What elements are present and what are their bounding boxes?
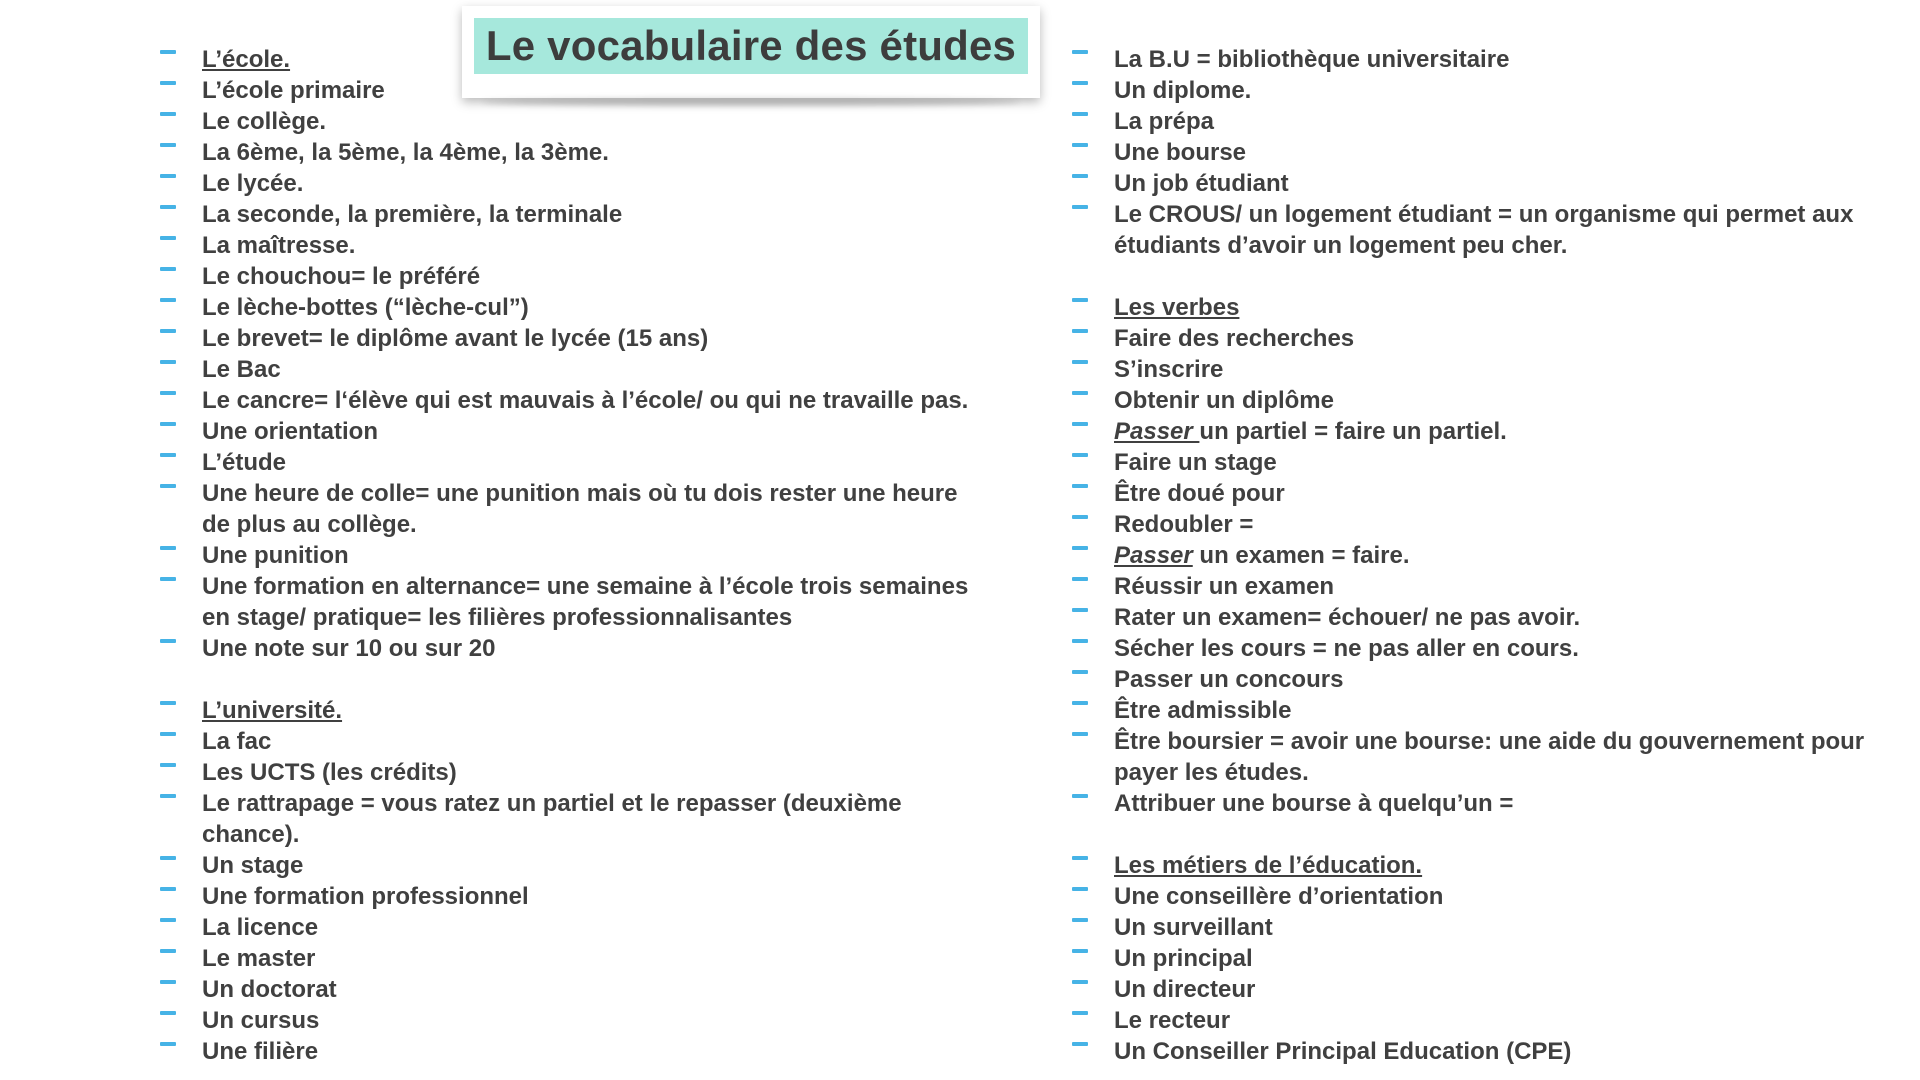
dash-bullet-icon (160, 546, 176, 550)
dash-bullet-icon (160, 50, 176, 54)
list-item: Le Bac (160, 354, 990, 385)
list-item: La 6ème, la 5ème, la 4ème, la 3ème. (160, 137, 990, 168)
list-item: Un cursus (160, 1005, 990, 1036)
list-item: Être doué pour (1072, 478, 1872, 509)
list-item: Passer un partiel = faire un partiel. (1072, 416, 1872, 447)
list-item: Un principal (1072, 943, 1872, 974)
dash-bullet-icon (160, 732, 176, 736)
dash-bullet-icon (160, 763, 176, 767)
dash-bullet-icon (1072, 329, 1088, 333)
list-heading-verbs: Les verbes (1072, 292, 1872, 323)
dash-bullet-icon (160, 980, 176, 984)
list-item: Faire un stage (1072, 447, 1872, 478)
list-item: L’étude (160, 447, 990, 478)
list-spacer (1072, 819, 1872, 850)
list-item: Une formation en alternance= une semaine à l’école trois semaines en stage/ pratique= les filières professionnalisantes (160, 571, 990, 633)
dash-bullet-icon (160, 143, 176, 147)
dash-bullet-icon (1072, 608, 1088, 612)
list-item: La prépa (1072, 106, 1872, 137)
dash-bullet-icon (1072, 143, 1088, 147)
dash-bullet-icon (160, 856, 176, 860)
list-item: S’inscrire (1072, 354, 1872, 385)
list-item: La seconde, la première, la terminale (160, 199, 990, 230)
dash-bullet-icon (160, 360, 176, 364)
dash-bullet-icon (1072, 701, 1088, 705)
dash-bullet-icon (1072, 174, 1088, 178)
list-item: Passer un examen = faire. (1072, 540, 1872, 571)
dash-bullet-icon (160, 453, 176, 457)
emphasized-word: Passer (1114, 418, 1200, 445)
dash-bullet-icon (1072, 50, 1088, 54)
dash-bullet-icon (160, 577, 176, 581)
dash-bullet-icon (1072, 515, 1088, 519)
list-heading-school: L’école. (160, 44, 990, 75)
list-item: Réussir un examen (1072, 571, 1872, 602)
dash-bullet-icon (1072, 856, 1088, 860)
list-item: La licence (160, 912, 990, 943)
list-item: Une filière (160, 1036, 990, 1067)
dash-bullet-icon (160, 484, 176, 488)
list-item: Être admissible (1072, 695, 1872, 726)
list-item: Le rattrapage = vous ratez un partiel et le repasser (deuxième chance). (160, 788, 990, 850)
list-heading-university: L’université. (160, 695, 990, 726)
list-heading-jobs: Les métiers de l’éducation. (1072, 850, 1872, 881)
list-item: La maîtresse. (160, 230, 990, 261)
dash-bullet-icon (1072, 205, 1088, 209)
dash-bullet-icon (1072, 298, 1088, 302)
dash-bullet-icon (1072, 484, 1088, 488)
dash-bullet-icon (1072, 453, 1088, 457)
list-item: Le chouchou= le préféré (160, 261, 990, 292)
dash-bullet-icon (160, 205, 176, 209)
dash-bullet-icon (160, 422, 176, 426)
dash-bullet-icon (1072, 360, 1088, 364)
list-item: Une note sur 10 ou sur 20 (160, 633, 990, 664)
list-item: Une punition (160, 540, 990, 571)
list-item: Un diplome. (1072, 75, 1872, 106)
list-item: Un doctorat (160, 974, 990, 1005)
dash-bullet-icon (160, 329, 176, 333)
dash-bullet-icon (160, 267, 176, 271)
left-column-list (160, 44, 990, 1067)
dash-bullet-icon (160, 701, 176, 705)
list-item: Le brevet= le diplôme avant le lycée (15 ans) (160, 323, 990, 354)
list-item: La B.U = bibliothèque universitaire (1072, 44, 1872, 75)
list-item: La fac (160, 726, 990, 757)
dash-bullet-icon (160, 1011, 176, 1015)
list-item: Redoubler = (1072, 509, 1872, 540)
dash-bullet-icon (1072, 577, 1088, 581)
list-item: Un job étudiant (1072, 168, 1872, 199)
dash-bullet-icon (160, 1042, 176, 1046)
page-title: Le vocabulaire des études (485, 22, 1017, 69)
dash-bullet-icon (1072, 980, 1088, 984)
list-item: Sécher les cours = ne pas aller en cours. (1072, 633, 1872, 664)
list-item: Les UCTS (les crédits) (160, 757, 990, 788)
list-spacer (1072, 261, 1872, 292)
list-item: Un surveillant (1072, 912, 1872, 943)
dash-bullet-icon (1072, 1042, 1088, 1046)
list-item: Un Conseiller Principal Education (CPE) (1072, 1036, 1872, 1067)
list-item: Une orientation (160, 416, 990, 447)
list-item: Une bourse (1072, 137, 1872, 168)
dash-bullet-icon (1072, 639, 1088, 643)
list-item: Le master (160, 943, 990, 974)
list-item: Le recteur (1072, 1005, 1872, 1036)
list-item: Le lèche-bottes (“lèche-cul”) (160, 292, 990, 323)
list-item: Obtenir un diplôme (1072, 385, 1872, 416)
list-item: Une formation professionnel (160, 881, 990, 912)
dash-bullet-icon (1072, 949, 1088, 953)
list-item: Être boursier = avoir une bourse: une aide du gouvernement pour payer les études. (1072, 726, 1872, 788)
list-item: Faire des recherches (1072, 323, 1872, 354)
list-item: Le lycée. (160, 168, 990, 199)
dash-bullet-icon (160, 112, 176, 116)
dash-bullet-icon (1072, 887, 1088, 891)
list-item: Passer un concours (1072, 664, 1872, 695)
list-item: Un stage (160, 850, 990, 881)
right-column-list (1072, 44, 1872, 1067)
dash-bullet-icon (1072, 422, 1088, 426)
list-item: L’école primaire (160, 75, 990, 106)
dash-bullet-icon (160, 391, 176, 395)
list-item: Le collège. (160, 106, 990, 137)
dash-bullet-icon (1072, 732, 1088, 736)
dash-bullet-icon (160, 298, 176, 302)
list-item: Le cancre= l‘élève qui est mauvais à l’école/ ou qui ne travaille pas. (160, 385, 990, 416)
dash-bullet-icon (1072, 794, 1088, 798)
dash-bullet-icon (160, 794, 176, 798)
dash-bullet-icon (160, 174, 176, 178)
dash-bullet-icon (1072, 81, 1088, 85)
emphasized-word: Passer (1114, 542, 1193, 569)
dash-bullet-icon (160, 887, 176, 891)
dash-bullet-icon (160, 236, 176, 240)
list-item: Une conseillère d’orientation (1072, 881, 1872, 912)
dash-bullet-icon (160, 639, 176, 643)
dash-bullet-icon (1072, 391, 1088, 395)
dash-bullet-icon (160, 81, 176, 85)
list-item: Un directeur (1072, 974, 1872, 1005)
dash-bullet-icon (1072, 546, 1088, 550)
list-item: Attribuer une bourse à quelqu’un = (1072, 788, 1872, 819)
list-item: Rater un examen= échouer/ ne pas avoir. (1072, 602, 1872, 633)
dash-bullet-icon (1072, 670, 1088, 674)
dash-bullet-icon (160, 949, 176, 953)
dash-bullet-icon (1072, 112, 1088, 116)
list-item: Une heure de colle= une punition mais où tu dois rester une heure de plus au collège. (160, 478, 990, 540)
dash-bullet-icon (1072, 1011, 1088, 1015)
list-item: Le CROUS/ un logement étudiant = un organisme qui permet aux étudiants d’avoir un logement peu cher. (1072, 199, 1872, 261)
dash-bullet-icon (1072, 918, 1088, 922)
list-spacer (160, 664, 990, 695)
dash-bullet-icon (160, 918, 176, 922)
